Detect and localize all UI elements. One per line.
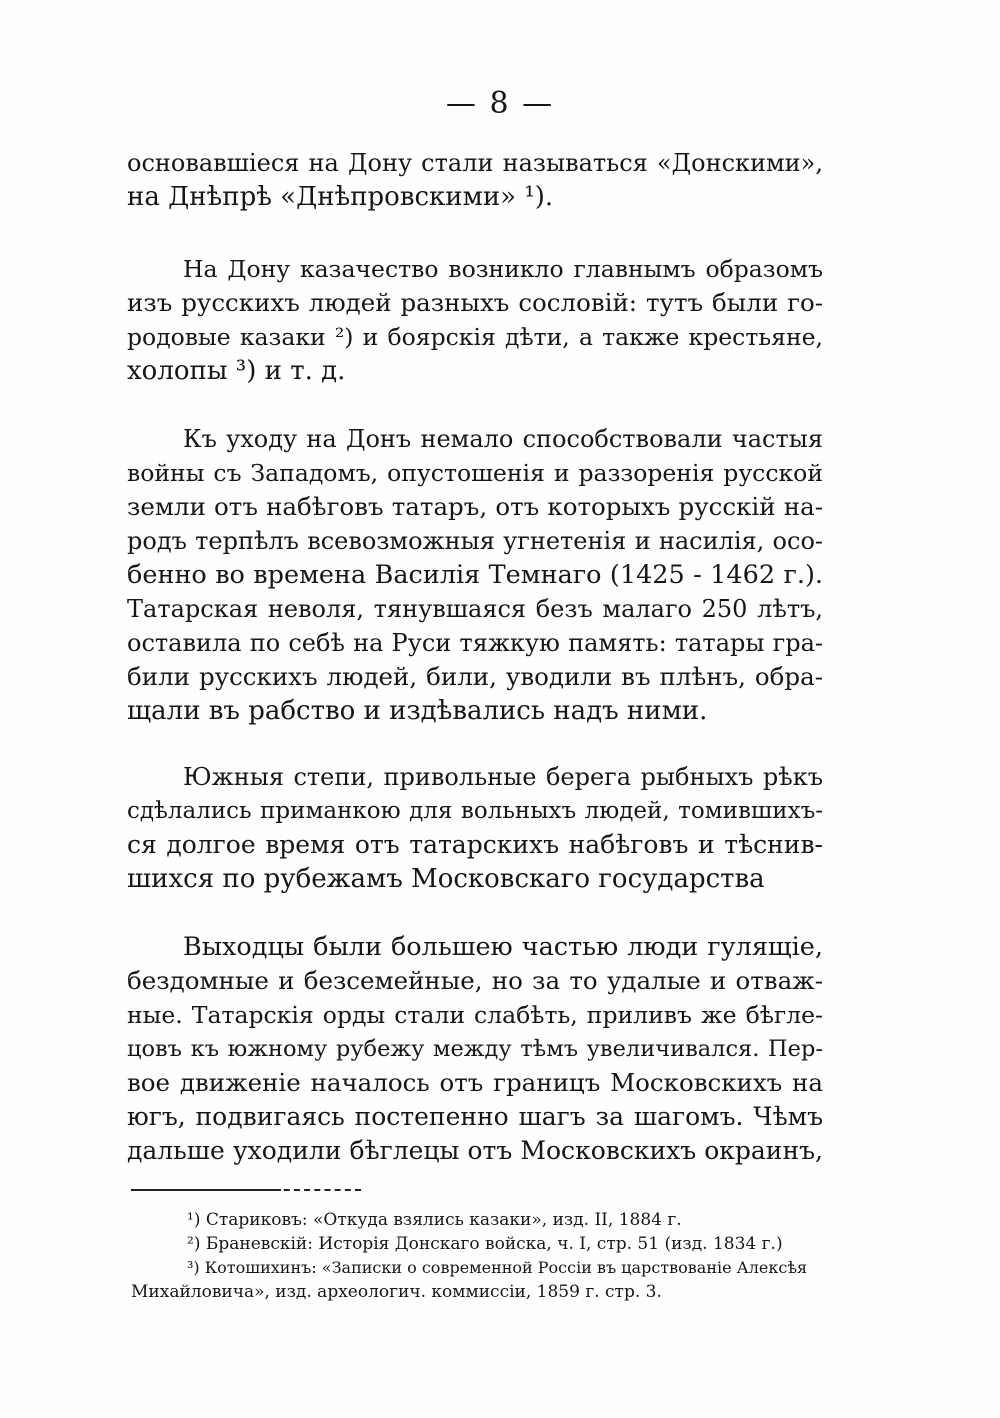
paragraph-4 (127, 760, 823, 896)
paragraph-3 (127, 422, 823, 728)
text-line: Выходцы были большею частью люди гулящіе, (183, 932, 823, 962)
paragraph-2 (127, 252, 823, 388)
text-line: изъ русскихъ людей разныхъ сословій: тутъ были го- (127, 288, 823, 317)
text-line: бездомные и безсемейные, но за то удалые и отваж- (127, 966, 823, 995)
text-line: земли отъ набѣговъ татаръ, отъ которыхъ русскій на- (127, 492, 823, 521)
text-line: холопы ³) и т. д. (127, 356, 346, 386)
text-line: на Днѣпрѣ «Днѣпровскими» ¹). (127, 182, 554, 212)
text-line: били русскихъ людей, били, уводили въ плѣнъ, обра- (127, 662, 823, 691)
text-line: Южныя степи, привольные берега рыбныхъ рѣкъ (183, 763, 823, 791)
text-line: сдѣлались приманкою для вольныхъ людей, томившихъ- (127, 798, 823, 824)
footnote-1: ¹) Стариковъ: «Откуда взялись казаки», изд. II, 1884 г. (187, 1210, 682, 1230)
text-line: ные. Татарскія орды стали слабѣть, приливъ же бѣгле- (127, 1001, 823, 1029)
footnote-3-continued: Михайловича», изд. археологич. коммиссіи, 1859 г. стр. 3. (131, 1282, 662, 1302)
text-line: войны съ Западомъ, опустошенія и раззоренія русской (127, 459, 823, 487)
footnotes (131, 1208, 823, 1304)
text-line: родовые казаки ²) и боярскія дѣти, а также крестьяне, (127, 323, 823, 351)
paragraph-5 (127, 930, 823, 1168)
page-number: — 8 — (445, 86, 555, 121)
text-line: родъ терпѣлъ всевозможныя угнетенія и насилія, осо- (127, 527, 823, 555)
text-line: цовъ къ южному рубежу между тѣмъ увеличивался. Пер- (127, 1036, 823, 1062)
text-line: бенно во времена Василія Темнаго (1425 - 1462 г.). (127, 560, 823, 590)
text-line: щали въ рабство и издѣвались надъ ними. (127, 696, 708, 726)
text-line: шихся по рубежамъ Московскаго государства (127, 864, 765, 894)
footnote-2: ²) Браневскій: Исторія Донскаго войска, ч. I, стр. 51 (изд. 1834 г.) (187, 1234, 783, 1254)
text-line: На Дону казачество возникло главнымъ образомъ (183, 255, 823, 283)
text-line: Татарская неволя, тянувшаяся безъ малаго 250 лѣтъ, (127, 595, 823, 623)
footnote-3: ³) Котошихинъ: «Записки о современной Россіи въ царствованіе Алексѣя (187, 1258, 808, 1277)
text-line: ся долгое время отъ татарскихъ набѣговъ и тѣснив- (127, 830, 823, 859)
paragraph-1 (127, 146, 823, 214)
text-line: югъ, подвигаясь постепенно шагъ за шагомъ. Чѣмъ (127, 1102, 823, 1131)
text-line: основавшіеся на Дону стали называться «Донскими», (127, 149, 823, 177)
footnote-separator-solid (131, 1189, 281, 1191)
text-line: Къ уходу на Донъ немало способствовали частыя (183, 425, 823, 453)
text-line: дальше уходили бѣглецы отъ Московскихъ окраинъ, (127, 1136, 823, 1165)
text-line: оставила по себѣ на Руси тяжкую память: татары гра- (127, 629, 823, 657)
text-line: вое движеніе началось отъ границъ Московскихъ на (127, 1068, 823, 1097)
